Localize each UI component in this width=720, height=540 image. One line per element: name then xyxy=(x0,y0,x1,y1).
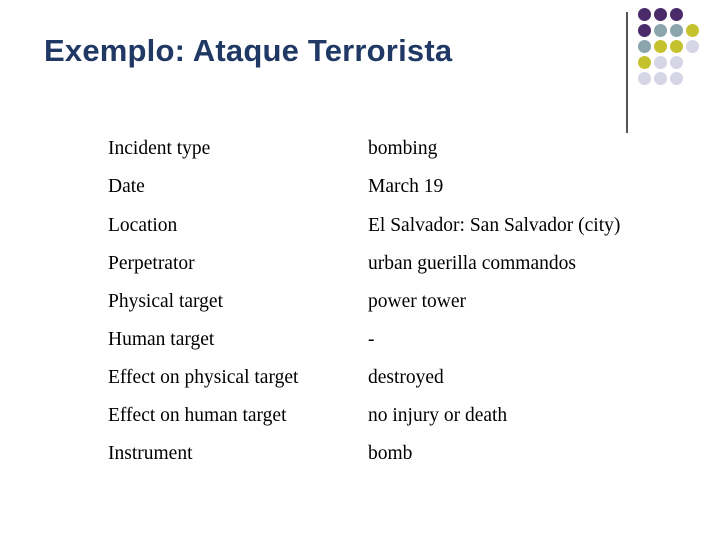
decorative-dot xyxy=(670,40,683,53)
decorative-dot xyxy=(686,24,699,37)
decorative-dot xyxy=(638,56,651,69)
decorative-dot xyxy=(670,72,683,85)
field-value: no injury or death xyxy=(368,405,508,426)
field-value: March 19 xyxy=(368,176,444,197)
slide-title: Exemplo: Ataque Terrorista xyxy=(44,33,453,68)
decorative-dot xyxy=(670,56,683,69)
field-label: Instrument xyxy=(108,443,193,464)
decorative-dot xyxy=(654,56,667,69)
field-label: Effect on human target xyxy=(108,405,287,426)
field-label: Perpetrator xyxy=(108,253,195,274)
decorative-dot xyxy=(686,40,699,53)
field-label: Effect on physical target xyxy=(108,367,299,388)
decorative-divider-line xyxy=(626,12,628,133)
field-label: Date xyxy=(108,176,145,197)
field-label: Human target xyxy=(108,329,215,350)
decorative-dot-grid xyxy=(638,8,720,120)
decorative-dot xyxy=(654,8,667,21)
field-value: El Salvador: San Salvador (city) xyxy=(368,215,621,236)
field-value: power tower xyxy=(368,291,467,312)
decorative-dot xyxy=(670,24,683,37)
decorative-dot xyxy=(654,24,667,37)
decorative-dot xyxy=(654,72,667,85)
decorative-dot xyxy=(670,8,683,21)
field-label: Incident type xyxy=(108,138,211,159)
decorative-dot xyxy=(638,8,651,21)
field-value: urban guerilla commandos xyxy=(368,253,576,274)
decorative-dot xyxy=(654,40,667,53)
field-value: bombing xyxy=(368,138,438,159)
decorative-dot xyxy=(638,72,651,85)
decorative-dot xyxy=(638,24,651,37)
field-value: - xyxy=(368,329,375,350)
field-value: destroyed xyxy=(368,367,444,388)
field-label: Physical target xyxy=(108,291,223,312)
decorative-dot xyxy=(638,40,651,53)
field-value: bomb xyxy=(368,443,413,464)
field-label: Location xyxy=(108,215,178,236)
